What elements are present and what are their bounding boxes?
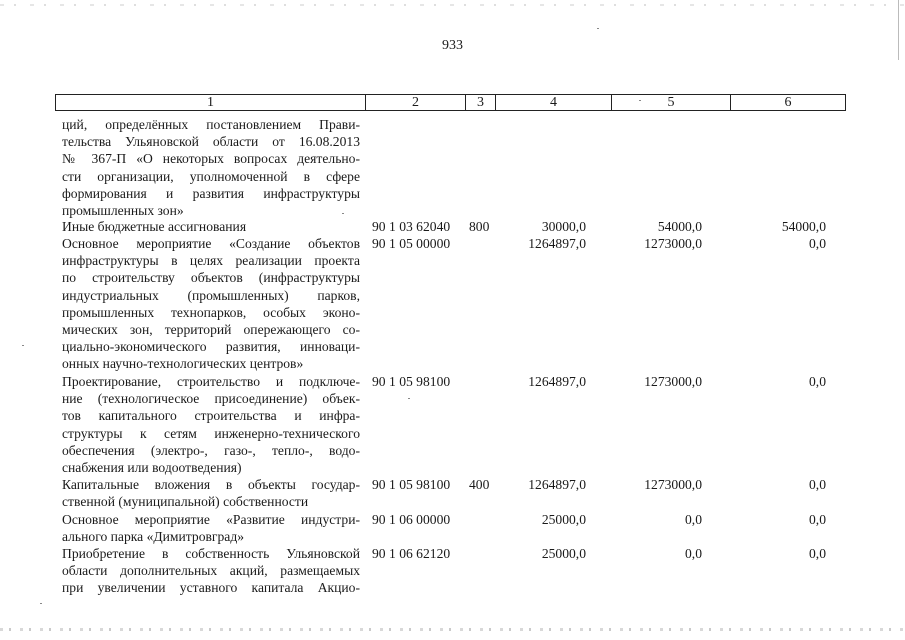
amount-col-4: 1264897,0: [528, 236, 586, 251]
scan-speck: [597, 28, 599, 29]
header-col-1: 1: [56, 95, 366, 110]
amount-col-4: 1264897,0: [528, 477, 586, 492]
description-line: ственной (муниципальной) собственности: [62, 494, 309, 510]
expense-type-code: 400: [469, 477, 490, 492]
target-article-code: 90 1 06 00000: [372, 512, 451, 527]
table-header-row: [55, 94, 846, 111]
description-line: сти организации, уполномоченной в сфере: [62, 168, 360, 184]
header-col-6: 6: [784, 95, 792, 110]
header-col-3: 3: [466, 95, 496, 110]
description-line: Капитальные вложения в объекты государ-: [62, 477, 360, 492]
description-line: циально-экономического развития, инноваци-: [62, 339, 360, 355]
amount-col-4: 1264897,0: [528, 374, 586, 389]
description-line: онных научно-технологических центров»: [62, 356, 304, 372]
amount-col-4: 30000,0: [541, 219, 586, 234]
header-col-4: 4: [496, 95, 612, 110]
scan-speck: [639, 100, 641, 101]
description-line: обеспечения (электро-, газо-, тепло-, водо-: [62, 442, 360, 458]
scan-speck: [408, 398, 410, 399]
header-col-2: 2: [366, 95, 466, 110]
amount-col-6: 0,0: [809, 374, 826, 389]
description-line: по строительству объектов (инфраструктуры: [62, 270, 360, 286]
scan-top-noise: [0, 4, 905, 6]
description-line: Приобретение в собственность Ульяновской: [62, 546, 360, 561]
scan-bottom-noise: [0, 628, 905, 631]
description-line: формирования и развития инфраструктуры: [62, 185, 360, 201]
amount-col-5: 1273000,0: [644, 374, 702, 389]
amount-col-5: 0,0: [685, 546, 702, 561]
row-description: [62, 218, 360, 235]
row-description: [62, 373, 360, 476]
amount-col-6: 54000,0: [781, 219, 826, 234]
amount-col-6: 0,0: [809, 236, 826, 251]
amount-col-5: 1273000,0: [644, 477, 702, 492]
row-description: [62, 235, 360, 373]
amount-col-5: 54000,0: [657, 219, 702, 234]
description-line: мических зон, территорий опережающего со-: [62, 322, 360, 338]
description-line: области дополнительных акций, размещаемых: [62, 563, 360, 579]
amount-col-6: 0,0: [809, 512, 826, 527]
amount-col-6: 0,0: [809, 477, 826, 492]
row-description: [62, 116, 360, 219]
row-description: [62, 476, 360, 510]
amount-col-5: 0,0: [685, 512, 702, 527]
target-article-code: 90 1 05 00000: [372, 236, 451, 251]
description-line: ций, определённых постановлением Прави-: [62, 117, 360, 132]
description-line: № 367-П «О некоторых вопросах деятельно-: [62, 151, 360, 167]
description-line: промышленных зон»: [62, 203, 184, 219]
amount-col-4: 25000,0: [541, 512, 586, 527]
description-line: тельства Ульяновской области от 16.08.2013: [62, 134, 360, 150]
description-line: структуры к сетям инженерно-технического: [62, 425, 360, 441]
description-line: ального парка «Димитровград»: [62, 529, 245, 545]
amount-col-4: 25000,0: [541, 546, 586, 561]
description-line: промышленных технопарков, особых эконо-: [62, 304, 360, 320]
header-col-5: 5: [612, 95, 731, 110]
description-line: тов капитального строительства и инфра-: [62, 408, 360, 424]
description-line: инфраструктуры в целях реализации проекта: [62, 253, 360, 269]
description-line: при увеличении уставного капитала Акцио-: [62, 580, 360, 596]
target-article-code: 90 1 03 62040: [372, 219, 451, 234]
description-line: Проектирование, строительство и подключе-: [62, 374, 360, 389]
target-article-code: 90 1 05 98100: [372, 477, 451, 492]
description-line: индустриальных (промышленных) парков,: [62, 287, 360, 303]
description-line: ние (технологическое присоединение) объек-: [62, 391, 360, 407]
amount-col-5: 1273000,0: [644, 236, 702, 251]
description-line: Иные бюджетные ассигнования: [62, 219, 247, 234]
description-line: снабжения или водоотведения): [62, 460, 242, 476]
description-line: Основное мероприятие «Развитие индустри-: [62, 512, 360, 527]
scan-speck: [22, 345, 24, 346]
scan-speck: [40, 603, 42, 604]
page-number: 933: [442, 38, 463, 53]
description-line: Основное мероприятие «Создание объектов: [62, 236, 360, 251]
target-article-code: 90 1 05 98100: [372, 374, 451, 389]
row-description: [62, 545, 360, 597]
target-article-code: 90 1 06 62120: [372, 546, 451, 561]
row-description: [62, 511, 360, 545]
amount-col-6: 0,0: [809, 546, 826, 561]
scan-speck: [342, 213, 344, 214]
expense-type-code: 800: [469, 219, 490, 234]
